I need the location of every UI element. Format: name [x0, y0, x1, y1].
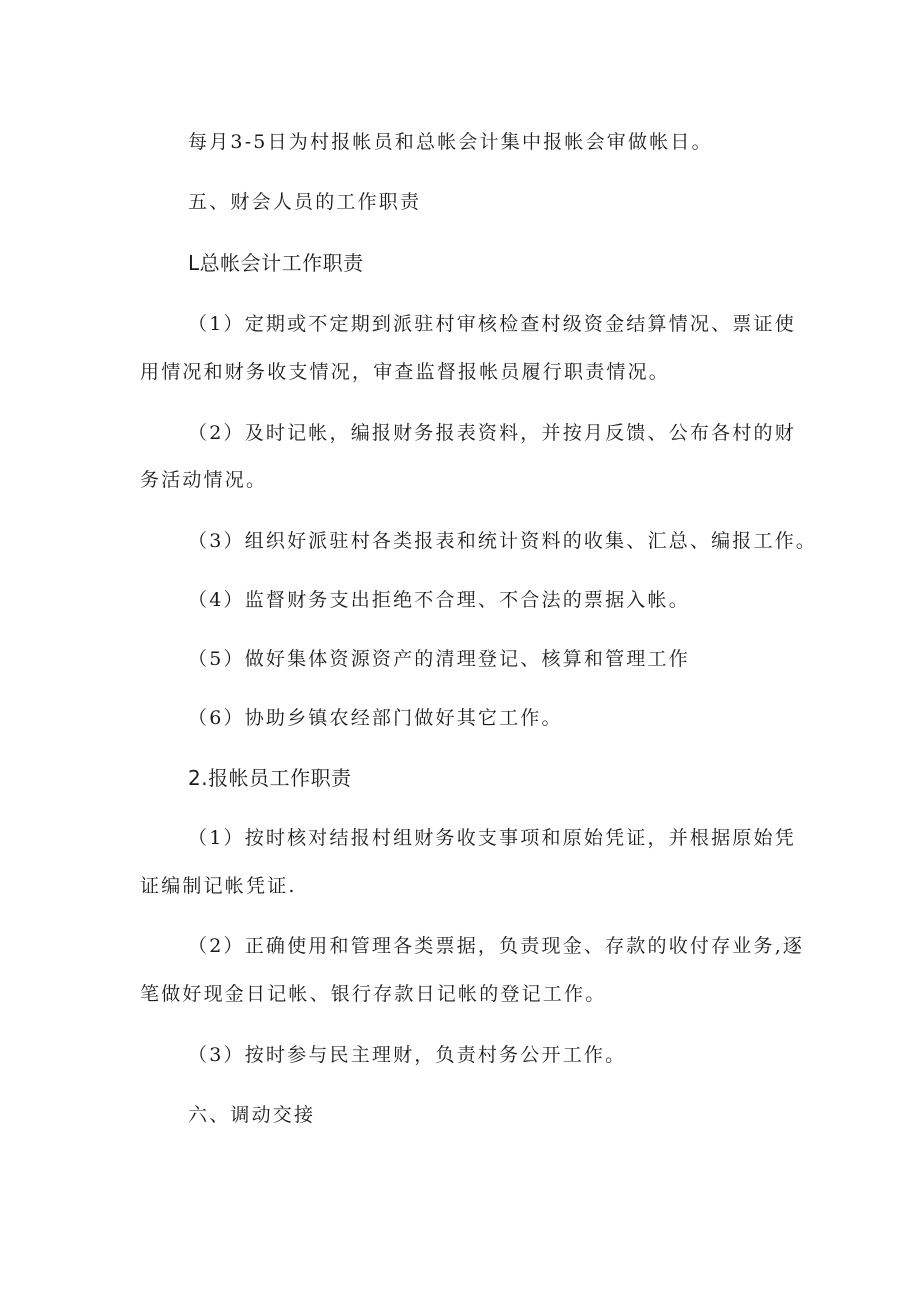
sub2-item-2-line1: （2）正确使用和管理各类票据，负责现金、存款的收付存业务,逐: [188, 935, 805, 957]
sub2-item-1-line2: 证编制记帐凭证.: [140, 875, 297, 897]
sub1-item-5: （5）做好集体资源资产的清理登记、核算和管理工作: [188, 648, 690, 670]
sub2-item-3: （3）按时参与民主理财，负责村务公开工作。: [188, 1044, 627, 1066]
sub2-item-2-line2: 笔做好现金日记帐、银行存款日记帐的登记工作。: [140, 983, 607, 1005]
sub1-item-1-line1: （1）定期或不定期到派驻村审核检查村级资金结算情况、票证使: [188, 313, 796, 335]
sub1-item-2-line2: 务活动情况。: [140, 469, 268, 491]
intro-paragraph: 每月3-5日为村报帐员和总帐会计集中报帐会审做帐日。: [188, 131, 713, 153]
sub1-item-6: （6）协助乡镇农经部门做好其它工作。: [188, 707, 563, 729]
subsection-2-title: 2.报帐员工作职责: [188, 766, 352, 790]
sub1-item-4: （4）监督财务支出拒绝不合理、不合法的票据入帐。: [188, 589, 690, 611]
subsection-1-title: L总帐会计工作职责: [188, 251, 364, 275]
section-six-heading: 六、调动交接: [188, 1104, 316, 1126]
section-five-heading: 五、财会人员的工作职责: [188, 191, 422, 213]
sub1-item-2-line1: （2）及时记帐，编报财务报表资料，并按月反馈、公布各村的财: [188, 422, 796, 444]
sub2-item-1-line1: （1）按时核对结报村组财务收支事项和原始凭证，并根据原始凭: [188, 827, 796, 849]
sub1-item-1-line2: 用情况和财务收支情况，审查监督报帐员履行职责情况。: [140, 361, 671, 383]
sub1-item-3: （3）组织好派驻村各类报表和统计资料的收集、汇总、编报工作。: [188, 530, 818, 552]
